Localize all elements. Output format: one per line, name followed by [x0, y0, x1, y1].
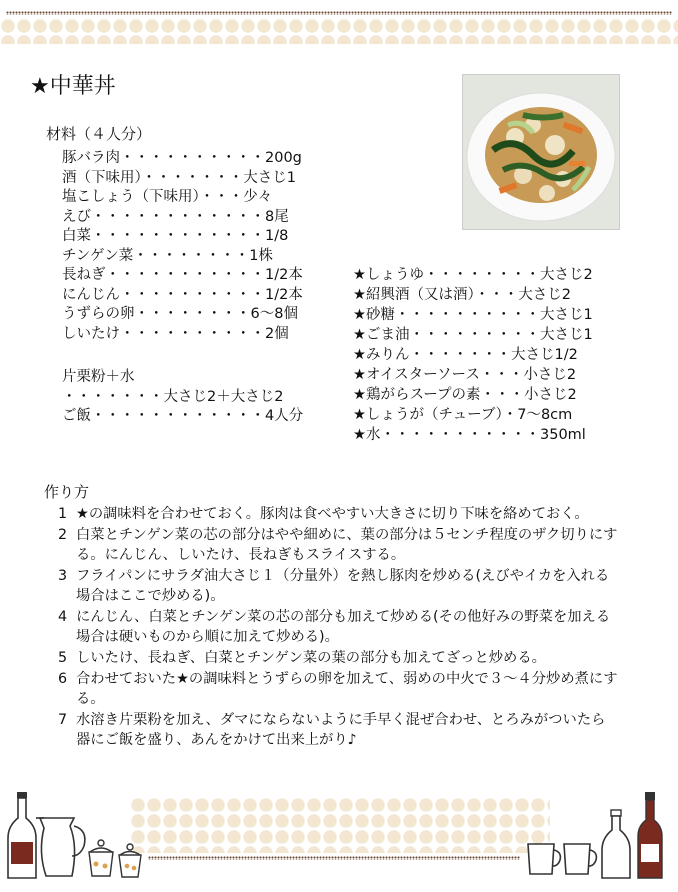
footer-stripe — [148, 856, 520, 860]
ingredient-line: 塩こしょう（下味用）・・・少々 — [62, 189, 273, 205]
ingredient-line: チンゲン菜・・・・・・・・1株 — [62, 247, 273, 264]
ingredient-line: にんじん・・・・・・・・・・1/2本 — [62, 286, 303, 303]
ingredients-label: 材料（４人分） — [46, 125, 152, 143]
method-steps — [58, 504, 618, 751]
seasoning-line: ★水・・・・・・・・・・・350ml — [353, 427, 586, 443]
step-number: 1 — [58, 506, 68, 522]
pitcher-icon — [34, 812, 90, 880]
step-number: 5 — [58, 650, 68, 666]
ingredient-line: 長ねぎ・・・・・・・・・・・1/2本 — [62, 267, 303, 283]
footer-dot-pattern — [130, 797, 550, 853]
step-item — [58, 669, 618, 709]
seasoning-line: ★しょうが（チューブ）・7〜8cm — [353, 407, 573, 423]
step-text: 合わせておいた★の調味料とうずらの卵を加えて、弱めの中火で３〜４分炒め煮にする。 — [76, 671, 618, 707]
cup-icon — [524, 838, 564, 878]
seasoning-line: ★オイスターソース・・・小さじ2 — [353, 367, 577, 383]
header-dot-pattern — [0, 18, 678, 44]
step-text: フライパンにサラダ油大さじ１（分量外）を熱し豚肉を炒める(えびやイカを入れる場合はここで炒める)。 — [76, 568, 610, 604]
sugar-pot-icon — [86, 838, 116, 880]
step-number: 2 — [58, 527, 68, 543]
ingredient-line: えび・・・・・・・・・・・・8尾 — [62, 208, 289, 225]
method-label: 作り方 — [44, 483, 90, 501]
seasoning-line: ★砂糖・・・・・・・・・・大さじ1 — [353, 307, 593, 323]
step-number: 6 — [58, 671, 68, 687]
step-item — [58, 504, 618, 524]
step-number: 7 — [58, 712, 68, 728]
ingredient-line: ご飯・・・・・・・・・・・・4人分 — [62, 408, 304, 424]
step-item — [58, 525, 618, 565]
header-stripe — [6, 11, 672, 15]
wine-bottle-icon — [634, 790, 666, 882]
ingredient-line: 片栗粉＋水 — [62, 369, 135, 385]
step-item — [58, 607, 618, 647]
ingredient-line: しいたけ・・・・・・・・・・2個 — [62, 325, 289, 342]
step-text: にんじん、白菜とチンゲン菜の芯の部分も加えて炒める(その他好みの野菜を加える場合は硬いものから順に加えて炒める)。 — [76, 609, 611, 645]
ingredient-line: うずらの卵・・・・・・・・6〜8個 — [62, 306, 298, 322]
dish-photo — [462, 74, 620, 230]
step-text: しいたけ、長ねぎ、白菜とチンゲン菜の葉の部分も加えてざっと炒める。 — [76, 650, 546, 666]
step-text: ★の調味料を合わせておく。豚肉は食べやすい大きさに切り下味を絡めておく。 — [76, 506, 589, 522]
step-item — [58, 566, 618, 606]
bottle-icon — [598, 808, 634, 882]
header-decoration — [0, 0, 678, 44]
step-number: 4 — [58, 609, 68, 625]
chinese-rice-bowl-photo — [463, 75, 619, 229]
ingredient-line: 酒（下味用）・・・・・・・大さじ1 — [62, 169, 296, 186]
step-item — [58, 710, 618, 750]
seasoning-line: ★紹興酒（又は酒）・・・大さじ2 — [353, 287, 571, 303]
ingredient-line: 豚バラ肉・・・・・・・・・・200g — [62, 150, 302, 166]
ingredient-line: ・・・・・・・大さじ2＋大さじ2 — [62, 388, 284, 405]
seasoning-line: ★鶏がらスープの素・・・小さじ2 — [353, 387, 577, 403]
ingredient-line: 白菜・・・・・・・・・・・・1/8 — [62, 228, 289, 244]
step-number: 3 — [58, 568, 68, 584]
cup-icon — [560, 838, 600, 878]
seasoning-line: ★ごま油・・・・・・・・・大さじ1 — [353, 327, 593, 343]
seasoning-line: ★みりん・・・・・・・大さじ1/2 — [353, 347, 578, 363]
step-text: 白菜とチンゲン菜の芯の部分はやや細めに、葉の部分は５センチ程度のザク切りにする。にんじん、しいたけ、長ねぎもスライスする。 — [76, 527, 618, 563]
seasoning-line: ★しょうゆ・・・・・・・・大さじ2 — [353, 267, 593, 283]
sugar-pot-icon — [116, 842, 144, 880]
recipe-title: ★中華丼 — [30, 74, 116, 99]
step-item — [58, 648, 618, 668]
step-text: 水溶き片栗粉を加え、ダマにならないように手早く混ぜ合わせ、とろみがついたら器にご飯を盛り、あんをかけて出来上がり♪ — [76, 712, 606, 748]
